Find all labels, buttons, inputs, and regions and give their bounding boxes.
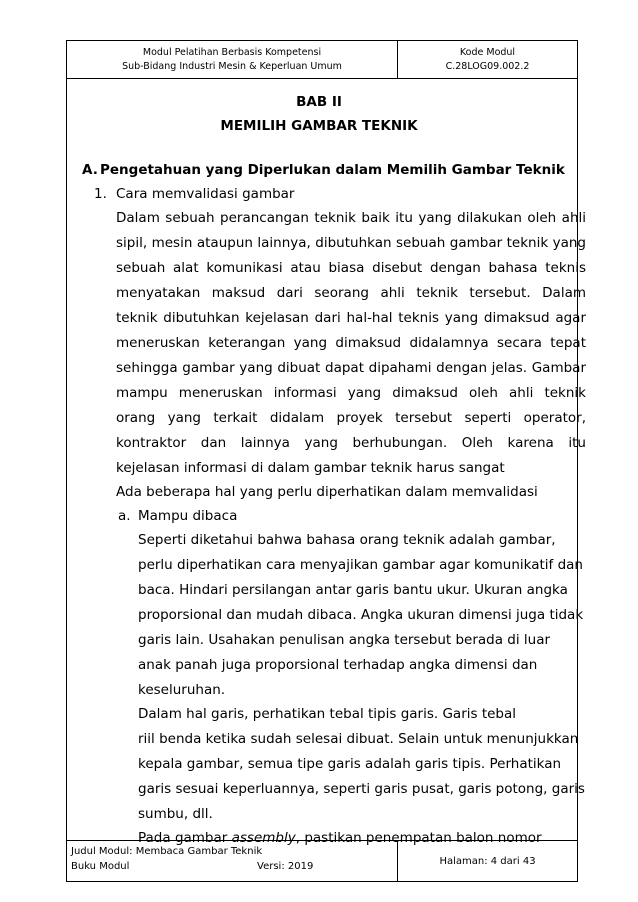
footer-book: Buku Modul — [71, 861, 130, 872]
item-1-title: Cara memvalidasi gambar — [116, 186, 295, 202]
footer-page-info — [398, 841, 577, 881]
paragraph-line: Seperti diketahui bahwa bahasa orang teknik adalah gambar, — [138, 532, 556, 548]
paragraph-line: kejelasan informasi di dalam gambar teknik harus sangat — [116, 460, 505, 476]
italic-term: assembly — [231, 830, 296, 846]
paragraph-line: garis sesuai keperluannya, seperti garis pusat, garis potong, garis — [138, 781, 585, 797]
paragraph-line: riil benda ketika sudah selesai dibuat. Selain untuk menunjukkan — [138, 731, 579, 747]
paragraph-line: sebuah alat komunikasi atau biasa disebut dengan bahasa teknis — [116, 260, 586, 276]
paragraph-line: garis lain. Usahakan penulisan angka tersebut berada di luar — [138, 632, 551, 648]
paragraph-line: baca. Hindari persilangan antar garis bantu ukur. Ukuran angka — [138, 582, 568, 598]
paragraph-line: perlu diperhatikan cara menyajikan gambar agar komunikatif dan — [138, 557, 583, 573]
paragraph-line: sipil, mesin ataupun lainnya, dibutuhkan sebuah gambar teknik yang — [116, 235, 586, 251]
footer-page-number: Halaman: 4 dari 43 — [439, 855, 536, 867]
footer-module-info — [67, 841, 398, 881]
page-footer — [66, 840, 578, 882]
header-subfield: Sub-Bidang Industri Mesin & Keperluan Umum — [122, 60, 342, 72]
chapter-title: MEMILIH GAMBAR TEKNIK — [220, 118, 418, 134]
header-code-value: C.28LOG09.002.2 — [445, 60, 530, 72]
text-run: Pada gambar — [138, 830, 232, 846]
page-header — [66, 40, 578, 79]
paragraph-line: anak panah juga proporsional terhadap angka dimensi dan — [138, 657, 538, 673]
paragraph-line: proporsional dan mudah dibaca. Angka ukuran dimensi juga tidak — [138, 607, 584, 623]
item-a-marker: a. — [118, 508, 131, 524]
paragraph-line: teknik dibutuhkan kejelasan dari hal-hal teknis yang dimaksud agar — [116, 310, 586, 326]
header-module-code — [398, 41, 577, 78]
paragraph-line: keseluruhan. — [138, 682, 226, 698]
item-1-marker: 1. — [94, 186, 107, 202]
section-marker: A. — [82, 162, 98, 178]
header-code-label: Kode Modul — [459, 46, 516, 58]
footer-version: Versi: 2019 — [257, 861, 314, 872]
paragraph-line: Dalam sebuah perancangan teknik baik itu yang dilakukan oleh ahli — [116, 210, 586, 226]
paragraph-line: meneruskan keterangan yang dimaksud didalamnya secara tepat — [116, 335, 586, 351]
header-module-title: Modul Pelatihan Berbasis Kompetensi — [142, 46, 322, 58]
item-a-title: Mampu dibaca — [138, 508, 238, 524]
chapter-number: BAB II — [296, 94, 342, 110]
paragraph-2: Ada beberapa hal yang perlu diperhatikan dalam memvalidasi — [116, 484, 538, 500]
paragraph-line: kepala gambar, semua tipe garis adalah garis tipis. Perhatikan — [138, 756, 562, 772]
text-run: , pastikan penempatan balon nomor — [295, 830, 542, 846]
paragraph-line: kontraktor dan lainnya yang berhubungan. Oleh karena itu — [116, 435, 586, 451]
paragraph-line: sumbu, dll. — [138, 806, 213, 822]
header-module-info — [67, 41, 398, 78]
paragraph-line: mampu meneruskan informasi yang dimaksud oleh ahli teknik — [116, 385, 586, 401]
paragraph-line: Dalam hal garis, perhatikan tebal tipis garis. Garis tebal — [138, 706, 517, 722]
paragraph-line: menyatakan maksud dari seorang ahli teknik tersebut. Dalam — [116, 285, 586, 301]
paragraph-line: sehingga gambar yang dibuat dapat dipahami dengan jelas. Gambar — [116, 360, 586, 376]
paragraph-line: orang yang terkait didalam proyek tersebut seperti operator, — [116, 410, 586, 426]
section-title: Pengetahuan yang Diperlukan dalam Memilih Gambar Teknik — [100, 162, 565, 178]
footer-module-title: Judul Modul: Membaca Gambar Teknik — [71, 846, 263, 857]
